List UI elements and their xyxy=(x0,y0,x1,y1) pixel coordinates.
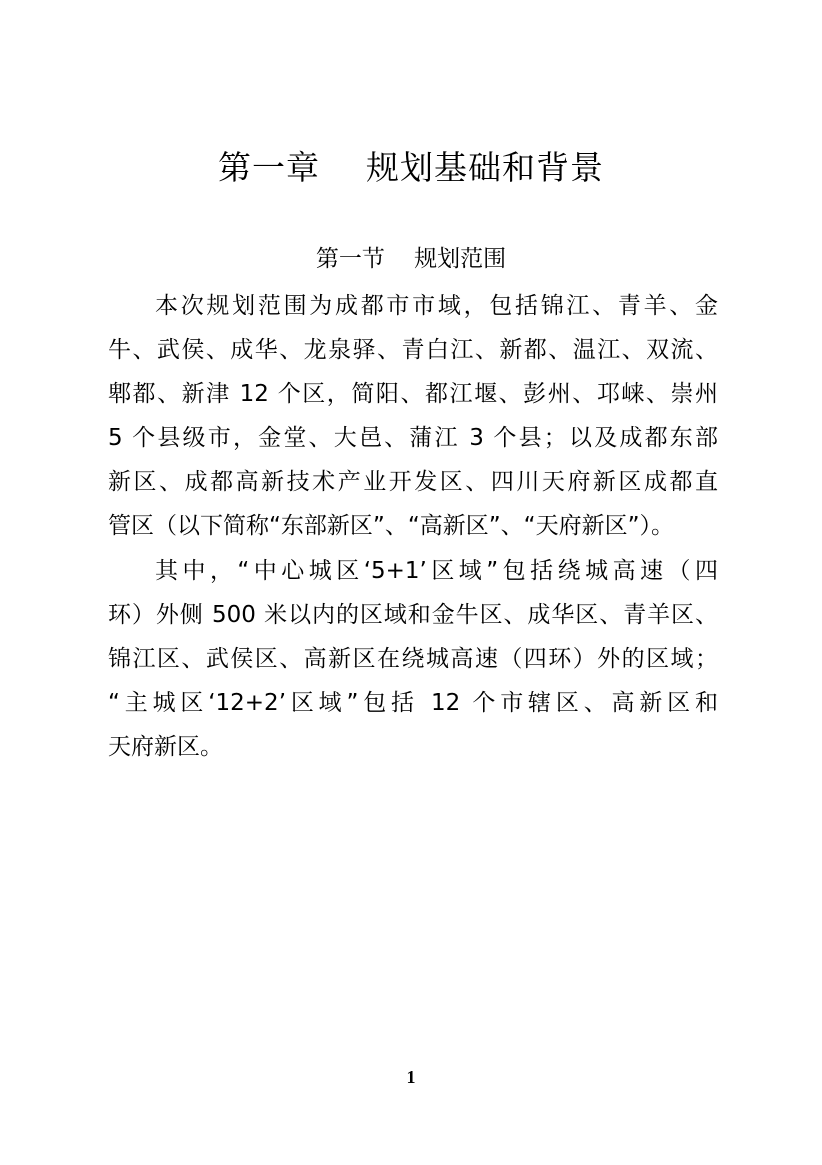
paragraph-line: 其中，“中心城区‘5+1’区域”包括绕城高速（四 xyxy=(155,558,718,584)
paragraph-line: 新区、成都高新技术产业开发区、四川天府新区成都直 xyxy=(108,469,718,495)
section-title: 第一节 规划范围 xyxy=(315,246,507,272)
paragraph-line: 锦江区、武侯区、高新区在绕城高速（四环）外的区域； xyxy=(108,646,718,672)
paragraph-line: 管区（以下简称“东部新区”、“高新区”、“天府新区”）。 xyxy=(108,513,674,539)
paragraph-line: “主城区‘12+2’区域”包括 12 个市辖区、高新区和 xyxy=(108,690,718,716)
paragraph-line: 郫都、新津 12 个区，简阳、都江堰、彭州、邛崃、崇州 xyxy=(108,381,718,407)
page-number: 1 xyxy=(406,1067,416,1087)
paragraph-line: 牛、武侯、成华、龙泉驿、青白江、新都、温江、双流、 xyxy=(108,337,718,363)
paragraph-line: 本次规划范围为成都市市域，包括锦江、青羊、金 xyxy=(155,293,718,319)
paragraph-line: 5 个县级市，金堂、大邑、蒲江 3 个县；以及成都东部 xyxy=(108,425,718,451)
paragraph-line: 天府新区。 xyxy=(108,734,223,760)
paragraph-line: 环）外侧 500 米以内的区域和金牛区、成华区、青羊区、 xyxy=(108,602,718,628)
chapter-title: 第一章 规划基础和背景 xyxy=(218,148,604,187)
